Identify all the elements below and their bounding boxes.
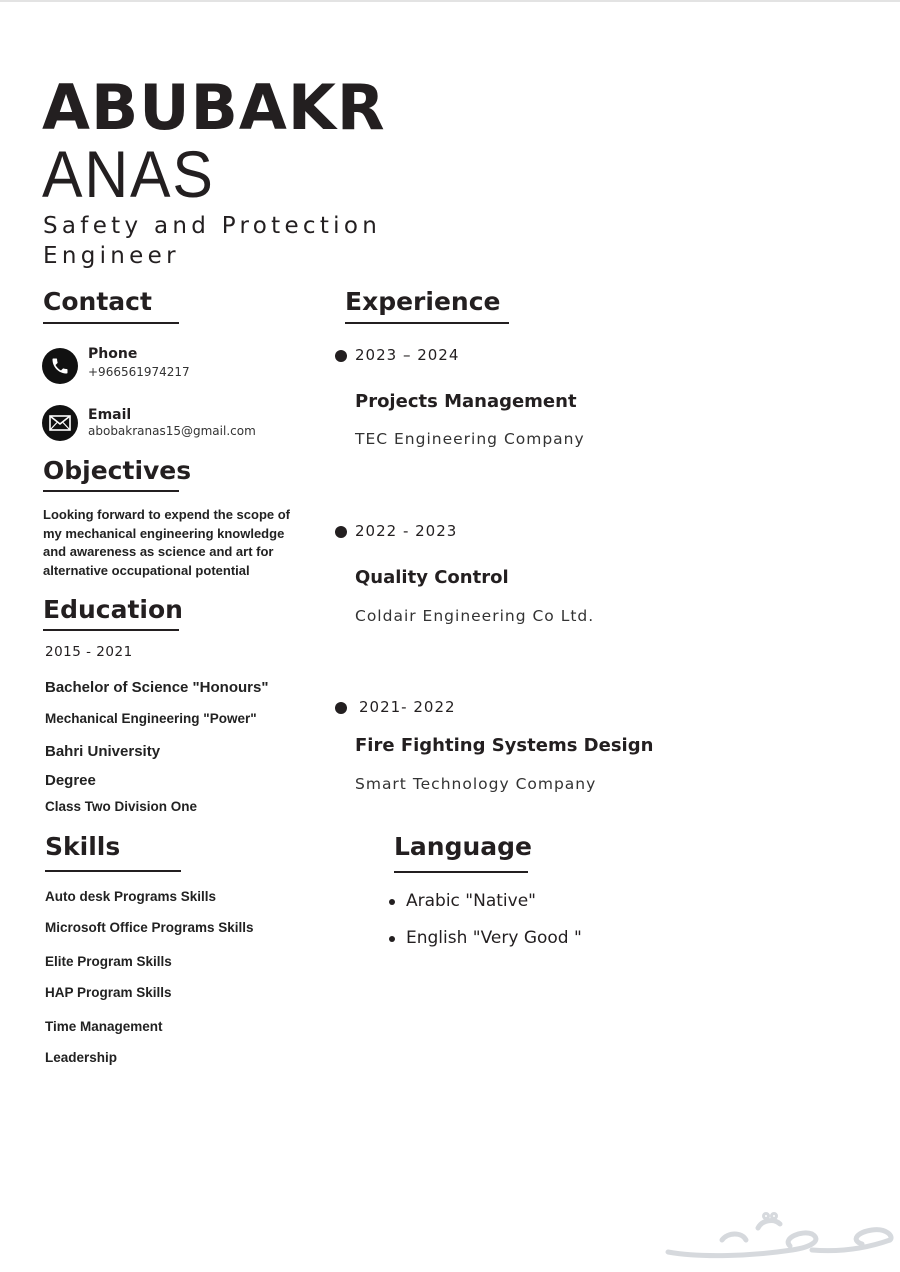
experience-years: 2023 – 2024 (355, 346, 460, 364)
skill-item: HAP Program Skills (45, 985, 172, 1000)
objectives-heading: Objectives (43, 456, 192, 485)
language-item: English "Very Good " (406, 928, 582, 948)
first-name: ABUBAKR (42, 71, 386, 144)
job-title-line-1: Safety and Protection (43, 213, 382, 239)
language-item: Arabic "Native" (406, 891, 536, 911)
contact-underline (43, 322, 179, 324)
skill-item: Microsoft Office Programs Skills (45, 920, 254, 935)
phone-value: +966561974217 (88, 365, 190, 379)
objectives-line: Looking forward to expend the scope of (43, 507, 291, 522)
phone-icon (42, 348, 78, 384)
objectives-line: alternative occupational potential (43, 562, 250, 578)
email-value: abobakranas15@gmail.com (88, 424, 256, 438)
experience-company: Smart Technology Company (355, 775, 597, 793)
education-degree: Bachelor of Science "Honours" (45, 679, 269, 696)
skill-item: Leadership (45, 1050, 118, 1065)
experience-title: Fire Fighting Systems Design (355, 735, 654, 756)
top-border (0, 0, 900, 2)
language-bullet (389, 936, 395, 942)
education-underline (43, 629, 179, 631)
job-title (43, 211, 381, 271)
objectives-line: and awareness as science and art for (43, 544, 274, 559)
experience-years: 2022 - 2023 (355, 522, 458, 540)
education-heading: Education (43, 595, 183, 624)
timeline-dot (335, 526, 347, 538)
job-title-line-2: Engineer (43, 243, 180, 269)
email-icon (42, 405, 78, 441)
objectives-text (43, 506, 291, 580)
haraj-watermark-logo (662, 1210, 898, 1266)
experience-title: Quality Control (355, 567, 509, 588)
objectives-underline (43, 490, 179, 492)
phone-label: Phone (88, 346, 138, 362)
experience-title: Projects Management (355, 391, 577, 412)
education-major: Mechanical Engineering "Power" (45, 711, 257, 726)
skill-item: Time Management (45, 1019, 163, 1034)
education-years: 2015 - 2021 (45, 644, 133, 660)
education-degree-label: Degree (45, 772, 96, 789)
experience-underline (345, 322, 509, 324)
experience-years: 2021- 2022 (359, 698, 456, 716)
language-heading: Language (394, 832, 533, 861)
skill-item: Auto desk Programs Skills (45, 889, 217, 904)
experience-company: TEC Engineering Company (355, 430, 585, 448)
skills-heading: Skills (45, 832, 121, 861)
education-degree-class: Class Two Division One (45, 799, 198, 814)
email-label: Email (88, 407, 132, 423)
objectives-line: my mechanical engineering knowledge (43, 525, 285, 541)
language-underline (394, 871, 528, 873)
timeline-dot (335, 350, 347, 362)
language-bullet (389, 899, 395, 905)
skills-underline (45, 870, 181, 872)
timeline-dot (335, 702, 347, 714)
contact-heading: Contact (43, 287, 152, 316)
last-name: ANAS (42, 137, 215, 211)
education-university: Bahri University (45, 743, 161, 760)
experience-company: Coldair Engineering Co Ltd. (355, 607, 595, 625)
skill-item: Elite Program Skills (45, 954, 172, 969)
experience-heading: Experience (345, 287, 501, 316)
